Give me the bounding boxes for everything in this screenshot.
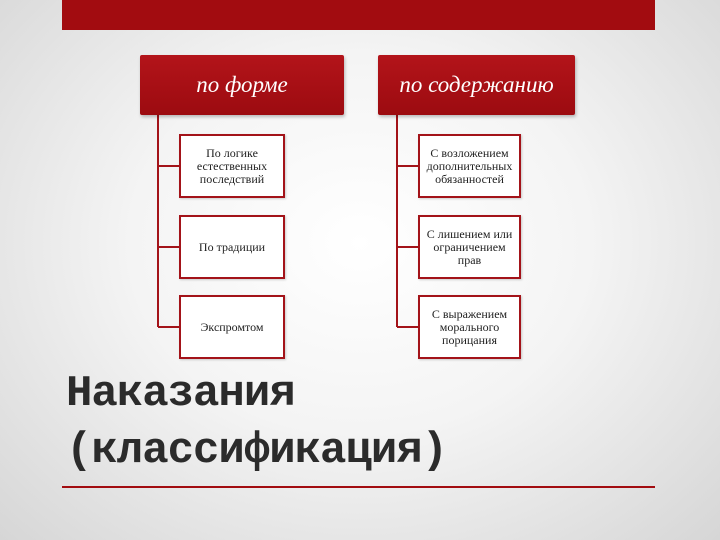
- right-item-additional-duties: С возложением дополнительных обязанностей: [418, 134, 521, 198]
- left-item-impromptu: Экспромтом: [179, 295, 285, 359]
- header-by-content: по содержанию: [378, 55, 575, 115]
- header-by-form: по форме: [140, 55, 344, 115]
- right-item-deprivation-of-rights: С лишением или ограничением прав: [418, 215, 521, 279]
- top-accent-band: [62, 0, 655, 30]
- left-item-natural-consequences: По логике естественных последствий: [179, 134, 285, 198]
- right-item-moral-censure: С выражением морального порицания: [418, 295, 521, 359]
- slide-title-line2: (классификация): [66, 426, 448, 476]
- bottom-divider: [62, 486, 655, 488]
- slide-title-line1: Наказания: [66, 369, 295, 419]
- left-item-tradition: По традиции: [179, 215, 285, 279]
